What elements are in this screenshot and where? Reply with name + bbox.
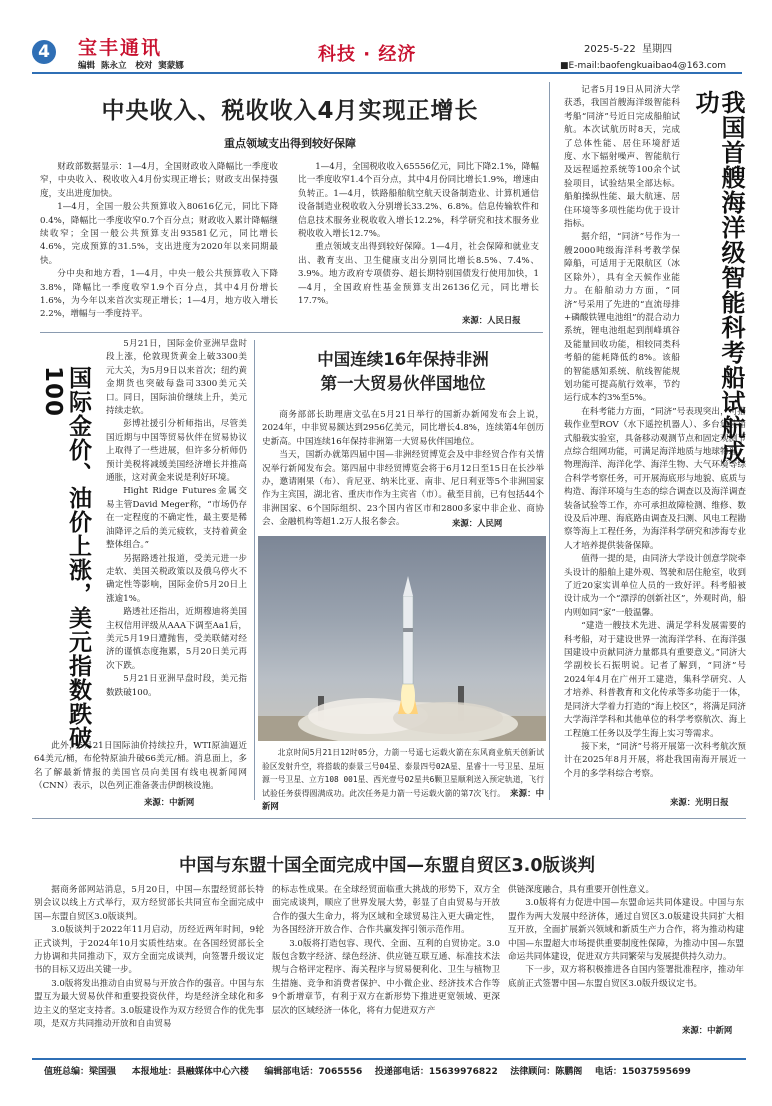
footer-phone: 电话：15037595699	[594, 1067, 691, 1077]
section-rule	[40, 332, 543, 333]
rocket-launch-photo	[258, 536, 546, 741]
paragraph: 重点领域支出得到较好保障。1—4月，社会保障和就业支出、教育支出、卫生健康支出分别同比增长8.5%、7.4%、3.9%。地方政府专项债券、超长期特别国债发行使用加快，1—4月，全国政府性基金预算支出26136亿元，同比增长17.7%。	[298, 242, 539, 307]
section-rule	[32, 818, 746, 819]
paragraph: 接下来，“同济”号将开展第一次科考航次预计在2025年8月开展，将赴我国南海开展近一个月的多学科综合考察。	[564, 741, 746, 779]
article4-title	[262, 348, 544, 396]
article4-title-line2: 第一大贸易伙伴国地位	[320, 374, 486, 393]
paragraph: 下一步，双方将积极推进各自国内签署批准程序，推动年底前正式签署中国—东盟自贸区3.0版升级议定书。	[508, 965, 744, 989]
paragraph: 据介绍，“同济”号作为一艘2000吨级海洋科考教学保障船，可适用于无限航区（冰区除外），具有全天候作业能力。在船舶动力方面，“同济”号采用了先进的“直流母排+磷酸铁锂电池组”的混合动力系统，锂电池组起到削峰填谷及能量回收功能，相较同类科考船的能耗降低约8%。该船的智能感知系统、航线智能规划功能可提高航行效率，节约运行成本约3%至5%。	[564, 232, 680, 404]
article3-title: 国际金价、油价上涨，美元指数跌破100	[40, 366, 91, 750]
paragraph: 商务部部长助理唐文弘在5月21日举行的国新办新闻发布会上说，2024年，中非贸易额达到2956亿美元，同比增长4.8%，连续第4年创历史新高。中国连续16年保持非洲第一大贸易伙伴国地位。	[262, 410, 544, 447]
footer-legal: 法律顾问：陈鹏阁	[510, 1067, 583, 1077]
issue-date: 2025-5-22 星期四	[584, 44, 673, 55]
paragraph: 3.0版将发出推动自由贸易与开放合作的强音。中国与东盟互为最大贸易伙伴和重要投资伙伴，均是经济全球化和多边主义的坚定支持者。3.0版建设作为双方经贸合作的优先事项，是双方共同推动开放和自由贸易	[34, 978, 264, 1030]
paragraph: “建造一艘技术先进、满足学科发展需要的科考船，对于建设世界一流海洋学科、在海洋强国建设中贡献同济力量都具有重要意义。”同济大学副校长石振明说。记者了解到，“同济”号2024年4月在广州开工建造，集科学研究、人才培养、科普教育和文化传承等多功能于一体，是同济大学着力打造的“海上校区”，将满足同济大学海洋学科和其他单位的科学考察航次、海上工程施工任务以及学生海上实习等需求。	[564, 621, 746, 739]
article4-body	[262, 409, 544, 530]
paragraph: 供链深度融合，具有重要开创性意义。	[508, 885, 655, 895]
footer-editorial-phone: 编辑部电话：7065556	[264, 1067, 363, 1077]
footer-address: 本报地址：县融媒体中心六楼	[131, 1067, 249, 1077]
header-rule	[32, 72, 742, 74]
paper-name: 宝丰通讯	[78, 37, 163, 59]
footer-info	[44, 1064, 744, 1077]
rocket-launch-illustration	[258, 536, 546, 741]
article1-source: 来源：人民日报	[462, 315, 521, 325]
paragraph: 3.0版将有力促进中国—东盟命运共同体建设。中国与东盟作为两大发展中经济体，通过自贸区3.0版建设共同扩大相互开放，全面扩展新兴领域和新质生产力合作，将为推动构建中国—东盟超大市场提供重要制度性保障，为推动中国—东盟命运共同体建设，促进双方共同繁荣与发展提供持久动力。	[508, 898, 744, 963]
article5-col3	[508, 884, 744, 991]
paragraph: 在科考能力方面，“同济”号表现突出，可搭载作业型ROV（水下遥控机器人）、多台集装箱式船载实验室，具备移动观测节点和固定观测节点综合组网功能，可满足海洋地质与地球物理、物理海洋、海洋化学、海洋生物、大气环境等综合科学考察任务，可开展海底形与地貌、底质与构造、海洋环境与生态的综合调查以及海洋调查装备试验等工作，亦可承担故障检测、维修、数设及后冲理、海底路由调查及扫测、风电工程勘察等海上工程任务，为海洋科学研究和涉海专业人才培养提供装备保障。	[564, 406, 746, 551]
article5-col1	[34, 884, 264, 1031]
paragraph: 据商务部网站消息，5月20日，中国—东盟经贸部长特别会议以线上方式举行，双方经贸部长共同宣布全面完成中国—东盟自贸区3.0版谈判。	[34, 885, 264, 922]
page-number-badge: 4	[32, 40, 56, 64]
photo-caption: 北京时间5月21日12时05分，力箭一号遥七运载火箭在东风商业航天创新试验区发射升空，将搭载的泰景三号04星、泰景四号02A星、星睿十一号卫星、星垣源一号卫星、立方108 001星、西光壹号02星共6颗卫星顺利送入预定轨道，飞行试验任务获得圆满成功。此次任务是力箭一号运载火箭的第7次飞行。 来源：中新网	[262, 748, 544, 812]
article1-subtitle: 重点领域支出得到较好保障	[224, 137, 356, 150]
paragraph: 路透社还指出，近期穆迪将美国主权信用评级从AAA下调至Aa1后，美元5月19日遭抛售，受美联储对经济的谨慎态度拖累，5月20日美元再次下跌。	[106, 607, 247, 671]
paragraph: 1—4月，全国税收收入65556亿元，同比下降2.1%，降幅比一季度收窄1.4个百分点，其中4月份同比增长1.9%，增速由负转正。1—4月，铁路船舶航空航天设备制造业、计算机通信设备制造业税收收入分别增长33.2%、6.8%。信息传输软件和信息技术服务业税收收入增长12.2%，科学研究和技术服务业税收收入增长12.7%。	[298, 162, 539, 240]
paragraph: 5月21日亚洲早盘时段，美元指数跌破100。	[106, 674, 247, 698]
paragraph: Hight Ridge Futures金属交易主管David Meger称，“市场仍存在一定程度的不确定性，最主要是稀油降评之后的美元疲软，支持着黄金整体组合。”	[106, 486, 247, 551]
paragraph: 当天，国新办就第四届中国—非洲经贸博览会及中非经贸合作有关情况举行新闻发布会。第四届中非经贸博览会将于6月12日至15日在长沙举办，邀请刚果（布）、肯尼亚、纳米比亚、南非、尼日利亚等5个非洲国家作为主宾国，湖北省、重庆市作为主宾省（市）。截至目前，已有包括44个非洲国家、6个国际组织、23个国内省区市和2800多家中非企业、商协会、金融机构等超1.2万人报名参会。	[262, 450, 544, 528]
article5-col2	[272, 884, 500, 1018]
paragraph: 彭博社援引分析师指出，尽管美国近期与中国等贸易伙伴在贸易协议上取得了一些进展，但许多分析师仍预计美税将减缓美国经济增长并推高通胀，这对黄金来说是利好环境。	[106, 419, 247, 484]
article5-title: 中国与东盟十国全面完成中国—东盟自贸区3.0版谈判	[179, 856, 595, 876]
paragraph: 分中央和地方看，1—4月，中央一般公共预算收入下降3.8%，降幅比一季度收窄1.9个百分点，其中4月份增长1.6%，为今年以来首次实现正增长；1—4月，地方收入增长2.2%，增幅与一季度持平。	[40, 269, 278, 320]
article3-body	[106, 338, 247, 700]
column-rule	[549, 82, 550, 800]
editor-line: 编辑 陈永立 校对 窦蒙娜	[78, 61, 184, 71]
article2-source: 来源：光明日报	[670, 797, 729, 807]
article1-title: 中央收入、税收收入4月实现正增长	[101, 98, 479, 124]
section-title: 科技 · 经济	[318, 44, 417, 65]
article5-source: 来源：中新网	[682, 1025, 733, 1035]
paragraph: 3.0版谈判于2022年11月启动，历经近两年时间，9轮正式谈判，于2024年10月实质性结束。在各国经贸部长全力协调和共同推动下，双方全面完成谈判，向签署升级议定书的目标又迈出关键一步。	[34, 925, 264, 976]
email: ■E-mail:baofengkuaibao4@163.com	[560, 61, 726, 71]
article3-tail	[34, 740, 247, 794]
paragraph: 5月21日，国际金价亚洲早盘时段上涨，伦敦现货黄金上破3300美元大关，为5月9日以来首次；纽约黄金期货也突破每盎司3300美元关口。同日，国际油价继续上升，美元持续走软。	[106, 339, 247, 417]
article1-col2	[298, 161, 539, 308]
article4-source: 来源：人民网	[452, 518, 503, 528]
article2-title: 我国首艘海洋级智能科考船试航成功	[691, 90, 745, 465]
footer-rule	[32, 1058, 746, 1060]
caption-source: 来源：中新网	[262, 787, 544, 812]
paragraph: 3.0版将打造包容、现代、全面、互利的自贸协定。3.0版包含数字经济、绿色经济、供应链互联互通、标准技术法规与合格评定程序、海关程序与贸易便利化、卫生与植物卫生措施、竞争和消费者保护、中小微企业、经济技术合作等9个新增章节，有利于双方在新形势下推进更宽领域、更深层次的区域经济一体化，将有力促进双方产	[272, 938, 500, 1016]
footer-submission-phone: 投递部电话：15639976822	[374, 1067, 498, 1077]
paragraph: 1—4月，全国一般公共预算收入80616亿元，同比下降0.4%，降幅比一季度收窄0.7个百分点；财政收入累计降幅继续收窄；全国一般公共预算支出93581亿元，同比增长4.6%，完成预算的31.5%，支出进度为2020年以来同期最快。	[40, 202, 278, 266]
article1-col1	[40, 161, 278, 322]
paragraph: 此外，5月21日国际油价持续拉升，WTI原油逼近64美元/桶，布伦特原油升破66美元/桶。消息面上，多名了解最新情报的美国官员向美国有线电视新闻网（CNN）表示，以色列正准备袭击伊朗核设施。	[34, 741, 247, 792]
paragraph: 的标志性成果。在全球经贸面临重大挑战的形势下，双方全面完成谈判，顺应了世界发展大势，彰显了自由贸易与开放合作的强大生命力，将为区域和全球贸易注入更大确定性，为各国经济开放合作、合作共赢发挥引领示范作用。	[272, 885, 500, 936]
column-rule	[254, 340, 255, 800]
paragraph: 财政部数据显示：1—4月，全国财政收入降幅比一季度收窄，中央收入、税收收入4月份实现正增长；财政支出保持强度，支出进度加快。	[40, 162, 278, 199]
article3-source: 来源：中新网	[144, 797, 195, 807]
paragraph: 另据路透社报道，受美元进一步走软、美国关税政策以及俄乌停火不确定性等影响，国际金价5月20日上涨逾1%。	[106, 553, 247, 604]
article4-title-line1: 中国连续16年保持非洲	[317, 350, 489, 369]
paragraph: 值得一提的是，由同济大学设计创意学院牵头设计的船舶上建外观、驾驶和居住舱室，收到了近20家实训单位人员的一致好评。科考船被设计成为一个“漂浮的创新社区”，外观时尚，船内则如同“家”一般温馨。	[564, 554, 746, 618]
footer-signoff: 值班总编：梁国强	[44, 1067, 117, 1077]
paragraph: 记者5月19日从同济大学获悉，我国首艘海洋级智能科考船“同济”号近日完成船舶试航。本次试航历时8天，完成了总体性能、居住环境舒适度、水下辐射噪声、智能航行及远程遥控系统等100余个试验项目，试验结果全部达标。船舶操纵性能、最大航速、居住环境等多项性能均优于设计指标。	[564, 85, 680, 230]
